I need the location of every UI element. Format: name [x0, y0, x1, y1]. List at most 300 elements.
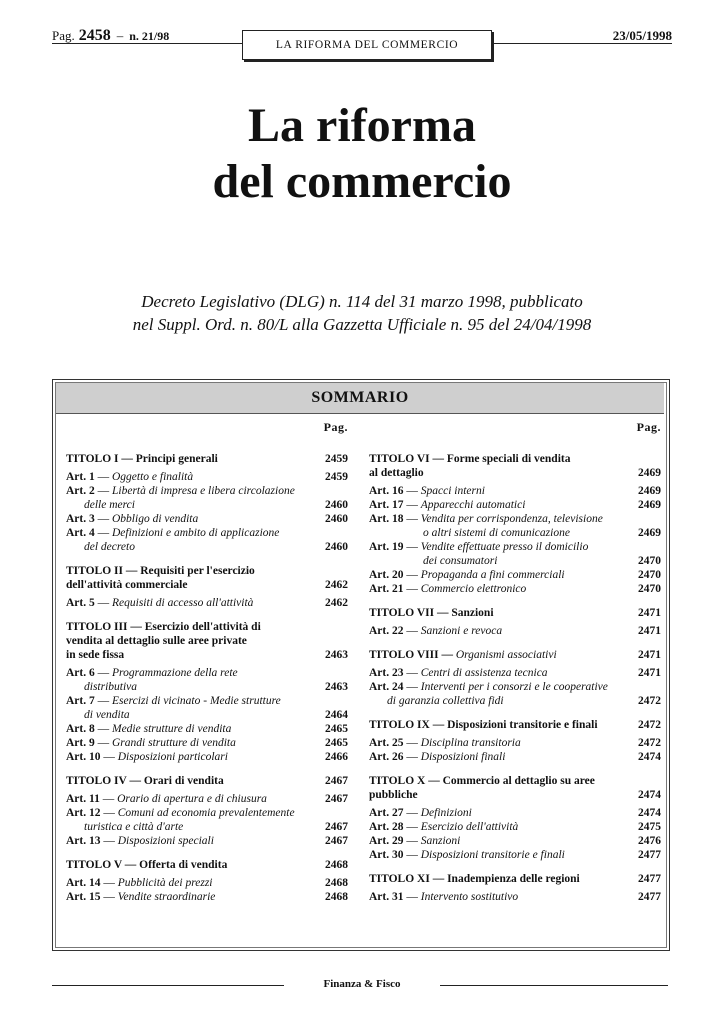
- toc-page-number: 2462: [325, 579, 348, 591]
- toc-page-number: 2467: [325, 775, 348, 787]
- toc-article-number: Art. 9: [66, 737, 95, 749]
- toc-line: [66, 540, 348, 554]
- toc-line: [66, 634, 348, 648]
- toc-article-number: Art. 14: [66, 877, 101, 889]
- toc-line: [369, 718, 661, 732]
- toc-text: al dettaglio: [369, 467, 424, 479]
- toc-text: TITOLO V — Offerta di vendita: [66, 859, 228, 871]
- toc-article: [369, 680, 661, 708]
- toc-page-number: 2474: [638, 789, 661, 801]
- toc-article: [369, 750, 661, 764]
- toc-page-number: 2471: [638, 625, 661, 637]
- toc-line: [66, 578, 348, 592]
- toc-text: [369, 568, 633, 582]
- toc-dash: —: [94, 597, 112, 609]
- toc-line: [369, 750, 661, 764]
- toc-line: [66, 806, 348, 820]
- toc-text: [369, 820, 633, 834]
- toc-line: [66, 596, 348, 610]
- toc-article-title: Interventi per i consorzi e le cooperative: [420, 681, 608, 693]
- toc-text: [369, 484, 633, 498]
- toc-spacer: [66, 764, 348, 774]
- toc-article-title: Apparecchi automatici: [420, 499, 526, 511]
- toc-dash: —: [94, 513, 112, 525]
- toc-page-number: 2471: [638, 649, 661, 661]
- toc-dash: —: [94, 471, 112, 483]
- toc-page-number: 2470: [638, 583, 661, 595]
- toc-titolo: [369, 718, 661, 732]
- section-title-box: LA RIFORMA DEL COMMERCIO: [242, 30, 492, 60]
- toc-article-number: Art. 30: [369, 849, 404, 861]
- toc-text: [66, 666, 320, 680]
- toc-article-title: Comuni ad economia prevalentemente: [117, 807, 295, 819]
- toc-line: [369, 806, 661, 820]
- toc-article: [66, 722, 348, 736]
- toc-text: [66, 722, 320, 736]
- toc-line: [66, 526, 348, 540]
- toc-page-number: 2462: [325, 597, 348, 609]
- toc-line: [66, 666, 348, 680]
- toc-article: [369, 834, 661, 848]
- toc-article: [66, 834, 348, 848]
- toc-line: [66, 512, 348, 526]
- toc-line: [66, 620, 348, 634]
- toc-article-title: Requisiti di accesso all'attività: [112, 597, 254, 609]
- toc-page-number: 2475: [638, 821, 661, 833]
- toc-page-number: 2472: [638, 737, 661, 749]
- toc-text: [66, 694, 320, 708]
- toc-article-title: Grandi strutture di vendita: [112, 737, 236, 749]
- toc-article: [369, 540, 661, 568]
- toc-titolo: [66, 564, 348, 592]
- toc-line: [369, 568, 661, 582]
- toc-line: [66, 858, 348, 872]
- toc-page-number: 2467: [325, 835, 348, 847]
- toc-article-title: Medie strutture di vendita: [112, 723, 232, 735]
- toc-line: [369, 540, 661, 554]
- toc-text: [369, 540, 633, 554]
- toc-titolo: [66, 858, 348, 872]
- subtitle-line-1: Decreto Legislativo (DLG) n. 114 del 31 marzo 1998, pubblicato: [141, 292, 583, 311]
- toc-article: [66, 470, 348, 484]
- toc-page-number: 2477: [638, 873, 661, 885]
- title-line-2: del commercio: [212, 155, 512, 208]
- toc-article-number: Art. 12: [66, 807, 101, 819]
- toc-article-number: Art. 1: [66, 471, 95, 483]
- toc-dash: —: [403, 849, 421, 861]
- toc-text: [66, 596, 320, 610]
- toc-titolo: [369, 774, 661, 802]
- toc-titolo: [369, 872, 661, 886]
- toc-line: [66, 890, 348, 904]
- toc-text: o altri sistemi di comunicazione: [423, 527, 570, 539]
- toc-page-number: 2469: [638, 527, 661, 539]
- toc-article-number: Art. 25: [369, 737, 404, 749]
- page-title: [0, 98, 724, 210]
- toc-article-number: Art. 20: [369, 569, 404, 581]
- toc-page-number: 2472: [638, 695, 661, 707]
- toc-article-number: Art. 21: [369, 583, 404, 595]
- toc-dash: —: [403, 513, 421, 525]
- toc-article-number: Art. 29: [369, 835, 404, 847]
- toc-line: [369, 820, 661, 834]
- toc-dash: —: [100, 751, 118, 763]
- toc-page-number: 2465: [325, 723, 348, 735]
- toc-article-title: Sanzioni: [420, 835, 461, 847]
- toc-article-title: Centri di assistenza tecnica: [420, 667, 548, 679]
- toc-text: in sede fissa: [66, 649, 125, 661]
- toc-article: [369, 484, 661, 498]
- toc-spacer: [369, 708, 661, 718]
- toc-text: [66, 876, 320, 890]
- toc-article-number: Art. 22: [369, 625, 404, 637]
- toc-page-number: 2466: [325, 751, 348, 763]
- toc-article-number: Art. 24: [369, 681, 404, 693]
- toc-spacer: [369, 638, 661, 648]
- toc-list: [369, 452, 661, 904]
- toc-line: [66, 774, 348, 788]
- toc-article-title: Programmazione della rete: [112, 667, 238, 679]
- toc-line: [369, 526, 661, 540]
- toc-article: [66, 792, 348, 806]
- toc-line: [369, 582, 661, 596]
- toc-text: [369, 624, 633, 638]
- toc-line: [66, 736, 348, 750]
- toc-text: [66, 806, 320, 820]
- toc-text: del decreto: [84, 541, 135, 553]
- toc-article-title: Orario di apertura e di chiusura: [117, 793, 267, 805]
- toc-line: [66, 680, 348, 694]
- toc-article-title: Intervento sostitutivo: [420, 891, 519, 903]
- toc-titolo: [66, 452, 348, 466]
- toc-page-number: 2460: [325, 541, 348, 553]
- toc-page-number: 2459: [325, 471, 348, 483]
- toc-article-title: Vendite effettuate presso il domicilio: [420, 541, 589, 553]
- toc-text: [369, 648, 633, 662]
- toc-text: TITOLO X — Commercio al dettaglio su aree: [369, 775, 595, 787]
- header-separator: –: [116, 28, 124, 43]
- toc-line: [369, 484, 661, 498]
- toc-dash: —: [94, 723, 112, 735]
- toc-article-title: Disposizioni speciali: [117, 835, 214, 847]
- toc-text: [369, 680, 633, 694]
- toc-dash: —: [100, 891, 118, 903]
- toc-text: [369, 736, 633, 750]
- toc-dash: —: [94, 695, 112, 707]
- toc-article-number: Art. 15: [66, 891, 101, 903]
- header-date: 23/05/1998: [612, 28, 672, 43]
- sommario-column-left: [66, 420, 348, 904]
- toc-line: [369, 648, 661, 662]
- toc-article-title: Disposizioni finali: [420, 751, 506, 763]
- toc-line: [66, 750, 348, 764]
- toc-article-number: Art. 7: [66, 695, 95, 707]
- toc-titolo: [369, 648, 661, 662]
- toc-article-title: Definizioni e ambito di applicazione: [112, 527, 280, 539]
- toc-line: [369, 694, 661, 708]
- toc-article: [66, 526, 348, 554]
- toc-line: [66, 876, 348, 890]
- toc-line: [369, 666, 661, 680]
- toc-page-number: 2465: [325, 737, 348, 749]
- toc-text: di garanzia collettiva fidi: [387, 695, 504, 707]
- toc-article-title: Sanzioni e revoca: [420, 625, 503, 637]
- toc-article-number: Art. 10: [66, 751, 101, 763]
- toc-article-number: Art. 4: [66, 527, 95, 539]
- toc-dash: —: [403, 499, 421, 511]
- toc-page-number: 2477: [638, 891, 661, 903]
- toc-article: [369, 666, 661, 680]
- toc-text: dei consumatori: [423, 555, 498, 567]
- toc-article: [369, 890, 661, 904]
- toc-article-number: Art. 17: [369, 499, 404, 511]
- toc-text: [66, 484, 320, 498]
- toc-article-number: Art. 11: [66, 793, 100, 805]
- toc-page-number: 2467: [325, 793, 348, 805]
- toc-article: [66, 484, 348, 512]
- toc-article: [66, 806, 348, 834]
- toc-text: [369, 666, 633, 680]
- toc-article-title: Libertà di impresa e libera circolazione: [112, 485, 295, 497]
- toc-article: [369, 512, 661, 540]
- toc-text: pubbliche: [369, 789, 418, 801]
- toc-text: [66, 834, 320, 848]
- toc-article-title: Commercio elettronico: [420, 583, 527, 595]
- toc-line: [369, 774, 661, 788]
- toc-line: [369, 872, 661, 886]
- toc-article-number: Art. 23: [369, 667, 404, 679]
- toc-page-number: 2469: [638, 485, 661, 497]
- toc-line: [66, 498, 348, 512]
- toc-article: [369, 806, 661, 820]
- title-line-1: La riforma: [248, 99, 476, 152]
- toc-text: TITOLO I — Principi generali: [66, 453, 218, 465]
- toc-text: [369, 512, 633, 526]
- toc-text: TITOLO VII — Sanzioni: [369, 607, 494, 619]
- toc-article-number: Art. 26: [369, 751, 404, 763]
- toc-dash: —: [403, 807, 421, 819]
- toc-text: [369, 890, 633, 904]
- toc-article-title: Esercizio dell'attività: [420, 821, 519, 833]
- toc-article: [66, 876, 348, 890]
- toc-article: [369, 568, 661, 582]
- toc-dash: —: [403, 667, 421, 679]
- toc-text: [66, 890, 320, 904]
- toc-article-title: Oggetto e finalità: [112, 471, 194, 483]
- toc-dash: —: [94, 667, 112, 679]
- toc-article-number: Art. 27: [369, 807, 404, 819]
- toc-text: TITOLO II — Requisiti per l'esercizio: [66, 565, 255, 577]
- toc-article: [369, 624, 661, 638]
- toc-page-number: 2469: [638, 467, 661, 479]
- toc-article-title: Esercizi di vicinato - Medie strutture: [112, 695, 281, 707]
- toc-page-number: 2470: [638, 555, 661, 567]
- toc-line: [66, 470, 348, 484]
- toc-text: delle merci: [84, 499, 135, 511]
- toc-page-number: 2477: [638, 849, 661, 861]
- toc-article-number: Art. 31: [369, 891, 404, 903]
- toc-titolo: [369, 452, 661, 480]
- toc-article-number: Art. 3: [66, 513, 95, 525]
- toc-dash: —: [403, 681, 421, 693]
- toc-article-number: Art. 6: [66, 667, 95, 679]
- toc-article-title: Propaganda a fini commerciali: [420, 569, 565, 581]
- toc-text: dell'attività commerciale: [66, 579, 188, 591]
- toc-dash: —: [99, 793, 118, 805]
- toc-article: [369, 736, 661, 750]
- toc-line: [66, 564, 348, 578]
- toc-page-number: 2471: [638, 667, 661, 679]
- toc-line: [66, 708, 348, 722]
- toc-article: [369, 820, 661, 834]
- toc-text: [66, 792, 320, 806]
- toc-line: [369, 788, 661, 802]
- toc-line: [369, 680, 661, 694]
- toc-line: [369, 624, 661, 638]
- toc-spacer: [66, 610, 348, 620]
- toc-article-title: Definizioni: [420, 807, 472, 819]
- toc-line: [369, 512, 661, 526]
- toc-text: TITOLO III — Esercizio dell'attività di: [66, 621, 261, 633]
- toc-line: [66, 722, 348, 736]
- toc-line: [66, 694, 348, 708]
- toc-spacer: [369, 862, 661, 872]
- toc-text: TITOLO XI — Inadempienza delle regioni: [369, 873, 580, 885]
- toc-article-number: Art. 18: [369, 513, 404, 525]
- toc-page-number: 2468: [325, 859, 348, 871]
- toc-line: [369, 498, 661, 512]
- toc-page-number: 2471: [638, 607, 661, 619]
- toc-article: [369, 498, 661, 512]
- toc-article: [66, 750, 348, 764]
- toc-text: [66, 470, 320, 484]
- toc-titolo: [66, 774, 348, 788]
- toc-dash: —: [94, 737, 112, 749]
- toc-dash: —: [403, 583, 421, 595]
- toc-page-number: 2460: [325, 499, 348, 511]
- toc-spacer: [369, 596, 661, 606]
- toc-titolo-name: Organismi associativi: [455, 649, 557, 661]
- subtitle-line-2: nel Suppl. Ord. n. 80/L alla Gazzetta Ufficiale n. 95 del 24/04/1998: [132, 315, 592, 334]
- toc-article: [369, 582, 661, 596]
- toc-spacer: [66, 848, 348, 858]
- toc-text: [369, 848, 633, 862]
- toc-dash: —: [100, 807, 118, 819]
- toc-page-number: 2463: [325, 649, 348, 661]
- toc-article: [66, 890, 348, 904]
- toc-dash: —: [403, 835, 421, 847]
- toc-article-number: Art. 28: [369, 821, 404, 833]
- toc-text: [66, 512, 320, 526]
- toc-text: distributiva: [84, 681, 138, 693]
- toc-page-number: 2468: [325, 877, 348, 889]
- toc-article: [66, 694, 348, 722]
- toc-page-number: 2467: [325, 821, 348, 833]
- toc-page-number: 2459: [325, 453, 348, 465]
- toc-text: [66, 526, 320, 540]
- toc-article-title: Disposizioni transitorie e finali: [420, 849, 565, 861]
- toc-text: [369, 806, 633, 820]
- toc-article-title: Vendite straordinarie: [117, 891, 216, 903]
- toc-spacer: [66, 554, 348, 564]
- toc-line: [369, 890, 661, 904]
- toc-line: [66, 792, 348, 806]
- toc-page-number: 2470: [638, 569, 661, 581]
- toc-page-number: 2463: [325, 681, 348, 693]
- toc-article-number: Art. 19: [369, 541, 404, 553]
- toc-line: [369, 606, 661, 620]
- toc-page-number: 2468: [325, 891, 348, 903]
- toc-text: [369, 582, 633, 596]
- pag-column-header: Pag.: [323, 420, 348, 434]
- toc-line: [66, 484, 348, 498]
- toc-dash: —: [403, 485, 421, 497]
- issue-number: n. 21/98: [129, 29, 170, 43]
- toc-article-number: Art. 2: [66, 485, 95, 497]
- toc-spacer: [369, 764, 661, 774]
- toc-article: [66, 512, 348, 526]
- toc-line: [66, 834, 348, 848]
- toc-line: [66, 820, 348, 834]
- toc-text: [369, 750, 633, 764]
- toc-dash: —: [403, 737, 421, 749]
- toc-line: [369, 834, 661, 848]
- toc-line: [369, 848, 661, 862]
- page-label: Pag.: [52, 28, 75, 43]
- toc-article-number: Art. 16: [369, 485, 404, 497]
- toc-page-number: 2474: [638, 807, 661, 819]
- toc-page-number: 2469: [638, 499, 661, 511]
- toc-line: [369, 466, 661, 480]
- toc-text: turistica e città d'arte: [84, 821, 184, 833]
- toc-line: [369, 554, 661, 568]
- toc-dash: —: [403, 891, 421, 903]
- toc-article: [66, 666, 348, 694]
- toc-text: di vendita: [84, 709, 130, 721]
- toc-article-title: Spacci interni: [420, 485, 485, 497]
- toc-titolo: [66, 620, 348, 662]
- page-subtitle: [0, 290, 724, 336]
- toc-text: TITOLO IV — Orari di vendita: [66, 775, 224, 787]
- sommario-column-right: [369, 420, 661, 904]
- sommario-heading: SOMMARIO: [56, 383, 664, 414]
- toc-line: [66, 452, 348, 466]
- toc-dash: —: [94, 485, 112, 497]
- footer-rule-right: [440, 985, 668, 986]
- toc-page-number: 2464: [325, 709, 348, 721]
- toc-page-number: 2460: [325, 513, 348, 525]
- toc-dash: —: [100, 835, 118, 847]
- toc-dash: —: [403, 751, 421, 763]
- toc-dash: —: [94, 527, 112, 539]
- toc-text: [66, 736, 320, 750]
- toc-line: [369, 452, 661, 466]
- toc-article-number: Art. 13: [66, 835, 101, 847]
- toc-dash: —: [100, 877, 118, 889]
- toc-dash: —: [403, 569, 421, 581]
- toc-titolo: [369, 606, 661, 620]
- toc-dash: —: [403, 541, 421, 553]
- toc-text: TITOLO IX — Disposizioni transitorie e finali: [369, 719, 598, 731]
- toc-article-number: Art. 8: [66, 723, 95, 735]
- toc-line: [66, 648, 348, 662]
- footer-publisher: Finanza & Fisco: [323, 978, 401, 990]
- toc-text: [369, 834, 633, 848]
- toc-line: [369, 736, 661, 750]
- toc-article: [66, 596, 348, 610]
- toc-text: [66, 750, 320, 764]
- toc-article-title: Disciplina transitoria: [420, 737, 521, 749]
